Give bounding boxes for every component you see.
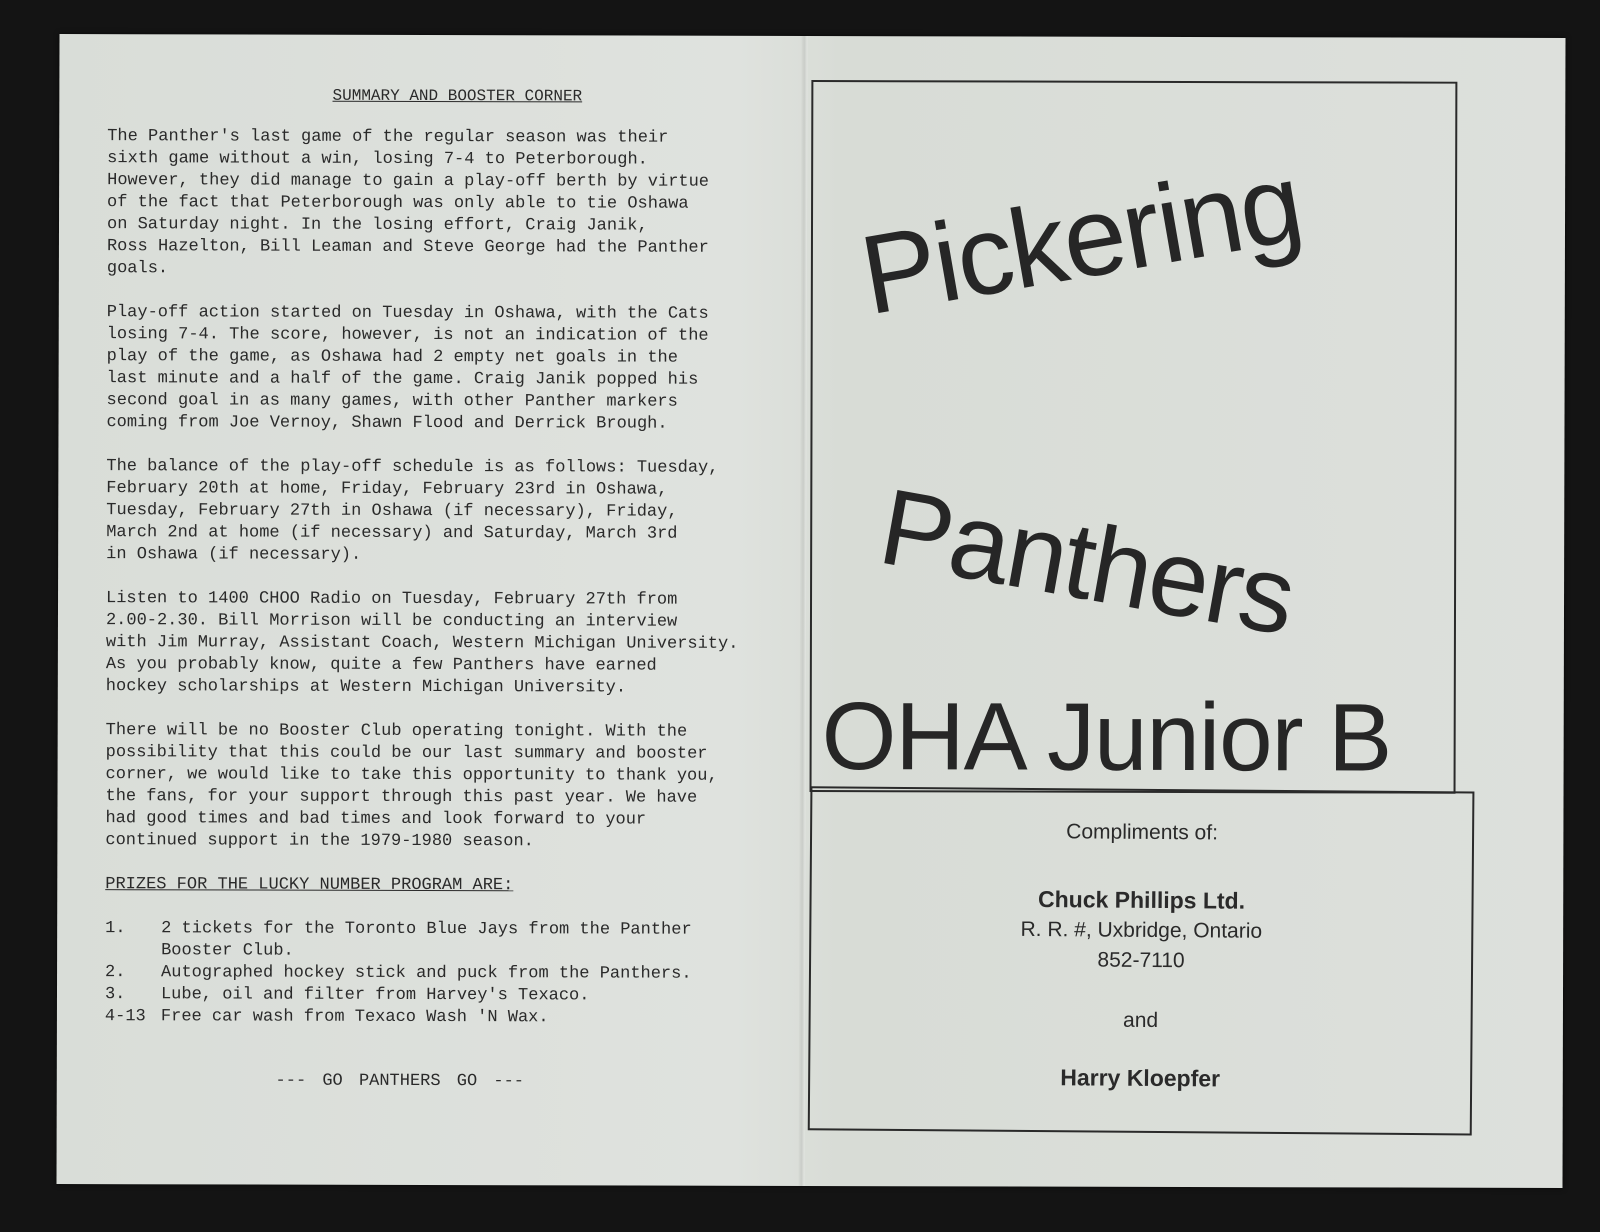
closing-slogan: --- GO PANTHERS GO --- bbox=[275, 1071, 525, 1092]
paragraph-booster-club: There will be no Booster Club operating tonight. With the possibility that this could be our last summary and booster corner, we would like to take this opportunity to thank you, the fans, for your support through this past year. We have had good times and bad times and look forward to your continued support in the 1979-1980 season. bbox=[105, 721, 718, 852]
prize-item bbox=[105, 984, 805, 1008]
prize-item bbox=[105, 918, 805, 964]
prize-text: Autographed hockey stick and puck from the Panthers. bbox=[161, 963, 692, 984]
sponsor-person: Harry Kloepfer bbox=[1060, 1064, 1221, 1092]
prize-number: 4-13 bbox=[104, 1007, 146, 1027]
summary-heading: SUMMARY AND BOOSTER CORNER bbox=[332, 86, 583, 106]
cover-sponsor-box bbox=[808, 786, 1475, 1135]
paragraph-radio: Listen to 1400 CHOO Radio on Tuesday, February 27th from 2.00-2.30. Bill Morrison will be conducting an interview with Jim Murray, Assistant Coach, Western Michigan University. As you probably know, quite a few Panthers have earned hockey scholarships at Western Michigan University. bbox=[105, 589, 739, 698]
paragraph-schedule: The balance of the play-off schedule is as follows: Tuesday, February 20th at home, Friday, February 23rd in Oshawa, Tuesday, February 27th in Oshawa (if necessary), Friday, March 2nd at home (if necessary) and Saturday, March 3rd in Oshawa (if necessary). bbox=[106, 457, 719, 565]
program-sheet bbox=[56, 34, 1565, 1188]
cover-title-league: OHA Junior B bbox=[821, 683, 1392, 792]
sponsor-and: and bbox=[1122, 1008, 1159, 1033]
paragraph-regular-season: The Panther's last game of the regular season was their sixth game without a win, losing 7-4 to Peterborough. However, they did manage to gain a play-off berth by virtue of the fact that Peterborough was only able to tie Oshawa on Saturday night. In the losing effort, Craig Janik, Ross Hazelton, Bill Leaman and Steve George had the Panther goals. bbox=[106, 127, 710, 279]
prize-number: 1. bbox=[105, 919, 126, 939]
prize-item bbox=[105, 962, 805, 986]
sponsor-phone: 852-7110 bbox=[1097, 948, 1185, 973]
prize-item bbox=[105, 1006, 805, 1030]
prizes-heading: PRIZES FOR THE LUCKY NUMBER PROGRAM ARE: bbox=[105, 875, 514, 896]
prize-number: 2. bbox=[105, 963, 126, 983]
cover-title-pickering: Pickering bbox=[852, 139, 1310, 339]
prize-text: 2 tickets for the Toronto Blue Jays from the Panther Booster Club. bbox=[161, 919, 692, 961]
prize-text: Lube, oil and filter from Harvey's Texaco. bbox=[160, 985, 590, 1006]
compliments-label: Compliments of: bbox=[1066, 820, 1219, 845]
left-page bbox=[105, 84, 808, 1094]
sponsor-company: Chuck Phillips Ltd. bbox=[1037, 886, 1246, 914]
sponsor-address: R. R. #, Uxbridge, Ontario bbox=[1020, 917, 1263, 943]
prize-text: Free car wash from Texaco Wash 'N Wax. bbox=[160, 1007, 549, 1028]
prize-number: 3. bbox=[104, 985, 126, 1005]
cover-title-box bbox=[810, 80, 1458, 794]
paragraph-playoff-action: Play-off action started on Tuesday in Oshawa, with the Cats losing 7-4. The score, however, is not an indication of the play of the game, as Oshawa had 2 empty net goals in the last minute and a half of the game. Craig Janik popped his second goal in as many games, with other Panther markers coming from Joe Vernoy, Shawn Flood and Derrick Brough. bbox=[106, 303, 709, 434]
cover-title-panthers: Panthers bbox=[871, 465, 1303, 658]
